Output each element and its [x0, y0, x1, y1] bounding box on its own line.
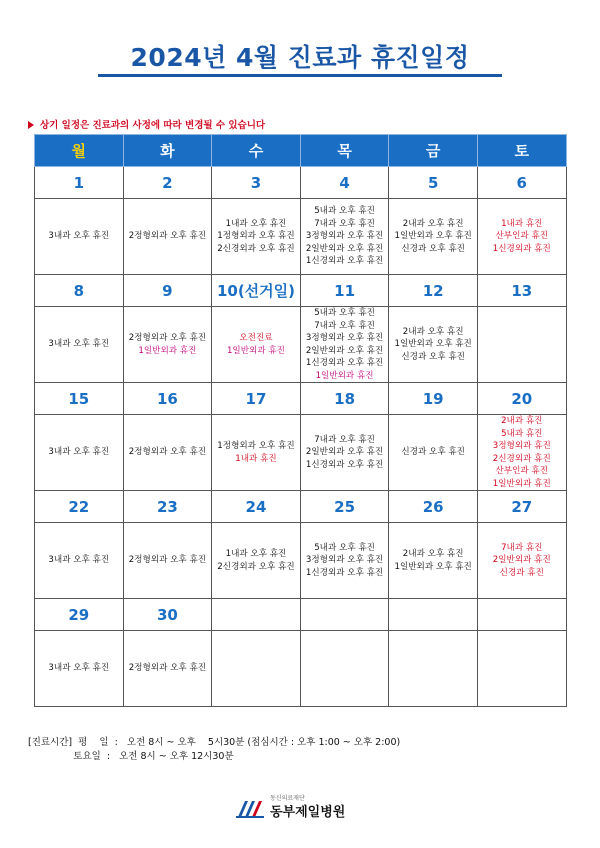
closure-entry: 1일반외과 오후 휴진: [394, 231, 472, 242]
closure-entry: 신경과 휴진: [499, 567, 544, 578]
weekday-header-sat: 토: [477, 135, 566, 167]
weekday-header-fri: 금: [389, 135, 478, 167]
closure-entry: 2내과 휴진: [501, 416, 543, 426]
closure-entry: 2내과 오후 휴진: [402, 326, 464, 337]
date-cell: 16: [123, 383, 212, 415]
schedule-cell: [477, 631, 566, 707]
date-cell: 9: [123, 275, 212, 307]
schedule-cell: [123, 523, 212, 599]
schedule-cell: [300, 631, 389, 707]
date-cell: 30: [123, 599, 212, 631]
schedule-cell: [35, 307, 124, 383]
date-cell: 12: [389, 275, 478, 307]
closure-entry: 1내과 오후 휴진: [225, 549, 287, 559]
closure-entry: 3정형외과 오후 휴진: [305, 231, 384, 242]
date-cell: 22: [35, 491, 124, 523]
date-cell: 13: [477, 275, 566, 307]
weekday-header-row: [35, 135, 567, 167]
date-cell: 5: [389, 167, 478, 199]
date-cell: 24: [212, 491, 301, 523]
closure-entry: 2내과 오후 휴진: [402, 549, 464, 559]
closure-entry: 1정형외과 오후 휴진: [217, 441, 295, 451]
closure-entry: 1신경외과 오후 휴진: [305, 567, 384, 578]
page-title: 2024년 4월 진료과 휴진일정: [130, 43, 470, 72]
date-cell: 17: [212, 383, 301, 415]
schedule-row: [35, 523, 567, 599]
closure-entry: 1일반외과 휴진: [138, 345, 197, 356]
schedule-row: [35, 307, 567, 383]
schedule-cell: [35, 631, 124, 707]
schedule-cell: [389, 307, 478, 383]
closure-entry: 2정형외과 오후 휴진: [128, 663, 207, 674]
date-cell: 25: [300, 491, 389, 523]
closure-entry: 2일반외과 오후 휴진: [305, 345, 384, 356]
closure-entry: 산부인과 휴진: [495, 466, 549, 476]
date-row: [35, 167, 567, 199]
schedule-cell: [477, 307, 566, 383]
weekday-header-mon: 월: [35, 135, 124, 167]
closure-entry: 1내과 오후 휴진: [225, 218, 287, 229]
schedule-cell: [35, 415, 124, 491]
schedule-row: [35, 631, 567, 707]
weekday-header-thu: 목: [300, 135, 389, 167]
closure-entry: 2신경외과 오후 휴진: [217, 243, 295, 254]
schedule-cell: [123, 631, 212, 707]
schedule-cell: [477, 199, 566, 275]
closure-entry: 1신경외과 오후 휴진: [305, 358, 384, 368]
date-cell: 23: [123, 491, 212, 523]
closure-entry: 2내과 오후 휴진: [402, 218, 464, 229]
closure-entry: 2정형외과 오후 휴진: [128, 447, 207, 458]
closure-entry: 5내과 오후 휴진: [314, 542, 375, 553]
schedule-cell: [389, 199, 478, 275]
date-cell: 20: [477, 383, 566, 415]
closure-entry: 산부인과 휴진: [495, 231, 549, 242]
closure-entry: 2정형외과 오후 휴진: [128, 555, 207, 566]
closure-entry: 1일반외과 휴진: [315, 370, 374, 381]
closure-entry: 3내과 오후 휴진: [48, 339, 110, 350]
hospital-logo-icon: [236, 797, 266, 819]
date-cell: 2: [123, 167, 212, 199]
hospital-logo: [236, 793, 376, 823]
closure-entry: 3내과 오후 휴진: [48, 663, 110, 674]
closure-entry: 1일반외과 휴진: [492, 478, 551, 489]
title-underline: [98, 74, 502, 77]
date-row: [35, 383, 567, 415]
date-cell: 3: [212, 167, 301, 199]
schedule-cell: [477, 415, 566, 491]
closure-entry: 3정형외과 휴진: [492, 441, 551, 451]
date-cell: 4: [300, 167, 389, 199]
closure-entry: 1신경외과 오후 휴진: [305, 459, 384, 470]
closure-entry: 1신경외과 오후 휴진: [305, 256, 384, 267]
schedule-row: [35, 199, 567, 275]
closure-entry: 7내과 오후 휴진: [314, 320, 375, 331]
closure-entry: 7내과 오후 휴진: [314, 218, 375, 229]
schedule-cell: [212, 631, 301, 707]
schedule-cell: [123, 307, 212, 383]
calendar-table: [34, 134, 567, 707]
closure-entry: 3내과 오후 휴진: [48, 447, 110, 458]
closure-entry: 7내과 오후 휴진: [314, 434, 375, 445]
schedule-cell: [300, 199, 389, 275]
closure-entry: 1일반외과 오후 휴진: [394, 339, 472, 350]
schedule-cell: [300, 415, 389, 491]
schedule-cell: [212, 523, 301, 599]
date-row: [35, 491, 567, 523]
closure-entry: 2일반외과 오후 휴진: [305, 243, 384, 254]
weekday-header-tue: 화: [123, 135, 212, 167]
date-row: [35, 275, 567, 307]
schedule-cell: [389, 523, 478, 599]
schedule-cell: [212, 199, 301, 275]
closure-entry: 1내과 휴진: [501, 218, 543, 229]
triangle-icon: [28, 121, 34, 129]
schedule-cell: [123, 199, 212, 275]
date-cell: [389, 599, 478, 631]
closure-entry: 1내과 휴진: [235, 453, 277, 464]
date-cell: [477, 599, 566, 631]
schedule-cell: [300, 307, 389, 383]
weekday-hours: [진료시간] 평 일 : 오전 8시 ~ 오후 5시30분 (점심시간 : 오후 1:00 ~ 오후 2:00): [28, 737, 401, 748]
schedule-cell: [212, 415, 301, 491]
schedule-cell: [35, 199, 124, 275]
closure-entry: 오전진료: [239, 333, 273, 343]
schedule-cell: [35, 523, 124, 599]
date-cell: 29: [35, 599, 124, 631]
closure-entry: 3내과 오후 휴진: [48, 231, 110, 242]
date-cell: 26: [389, 491, 478, 523]
schedule-cell: [389, 631, 478, 707]
clinic-hours: [28, 736, 400, 764]
closure-entry: 신경과 오후 휴진: [401, 243, 465, 254]
closure-entry: 신경과 오후 휴진: [401, 351, 465, 362]
date-cell: 19: [389, 383, 478, 415]
closure-entry: 3내과 오후 휴진: [48, 555, 110, 566]
closure-entry: 2일반외과 오후 휴진: [305, 447, 384, 458]
saturday-hours: 토요일 : 오전 8시 ~ 오후 12시30분: [28, 751, 234, 762]
logo-subtitle: 동신의료재단: [270, 795, 305, 802]
closure-entry: 5내과 휴진: [501, 428, 543, 439]
closure-entry: 5내과 오후 휴진: [314, 308, 375, 318]
schedule-cell: [477, 523, 566, 599]
closure-entry: 2일반외과 휴진: [492, 555, 551, 566]
closure-entry: 1일반외과 휴진: [226, 345, 285, 356]
closure-entry: 1정형외과 오후 휴진: [217, 231, 295, 242]
date-cell: 15: [35, 383, 124, 415]
schedule-cell: [300, 523, 389, 599]
schedule-cell: [212, 307, 301, 383]
logo-name: 동부제일병원: [270, 805, 346, 820]
closure-entry: 1일반외과 오후 휴진: [394, 561, 472, 572]
closure-entry: 7내과 휴진: [501, 542, 543, 553]
date-row: [35, 599, 567, 631]
closure-entry: 신경과 오후 휴진: [401, 447, 465, 458]
notice: [28, 117, 265, 131]
closure-entry: 2정형외과 오후 휴진: [128, 333, 207, 343]
date-cell: 6: [477, 167, 566, 199]
weekday-header-wed: 수: [212, 135, 301, 167]
notice-text: 상기 일정은 진료과의 사정에 따라 변경될 수 있습니다: [40, 120, 266, 131]
closure-entry: 3정형외과 오후 휴진: [305, 333, 384, 343]
date-cell: 1: [35, 167, 124, 199]
date-cell: 27: [477, 491, 566, 523]
closure-entry: 2신경외과 휴진: [492, 453, 551, 464]
date-cell: [212, 599, 301, 631]
date-cell: [300, 599, 389, 631]
date-cell: 10(선거일): [212, 275, 301, 307]
closure-entry: 2신경외과 오후 휴진: [217, 561, 295, 572]
closure-entry: 3정형외과 오후 휴진: [305, 555, 384, 566]
date-cell: 18: [300, 383, 389, 415]
closure-entry: 2정형외과 오후 휴진: [128, 231, 207, 242]
closure-entry: 1신경외과 휴진: [492, 243, 551, 254]
date-cell: 11: [300, 275, 389, 307]
closure-entry: 5내과 오후 휴진: [314, 206, 375, 217]
date-cell: 8: [35, 275, 124, 307]
schedule-row: [35, 415, 567, 491]
schedule-cell: [389, 415, 478, 491]
schedule-cell: [123, 415, 212, 491]
